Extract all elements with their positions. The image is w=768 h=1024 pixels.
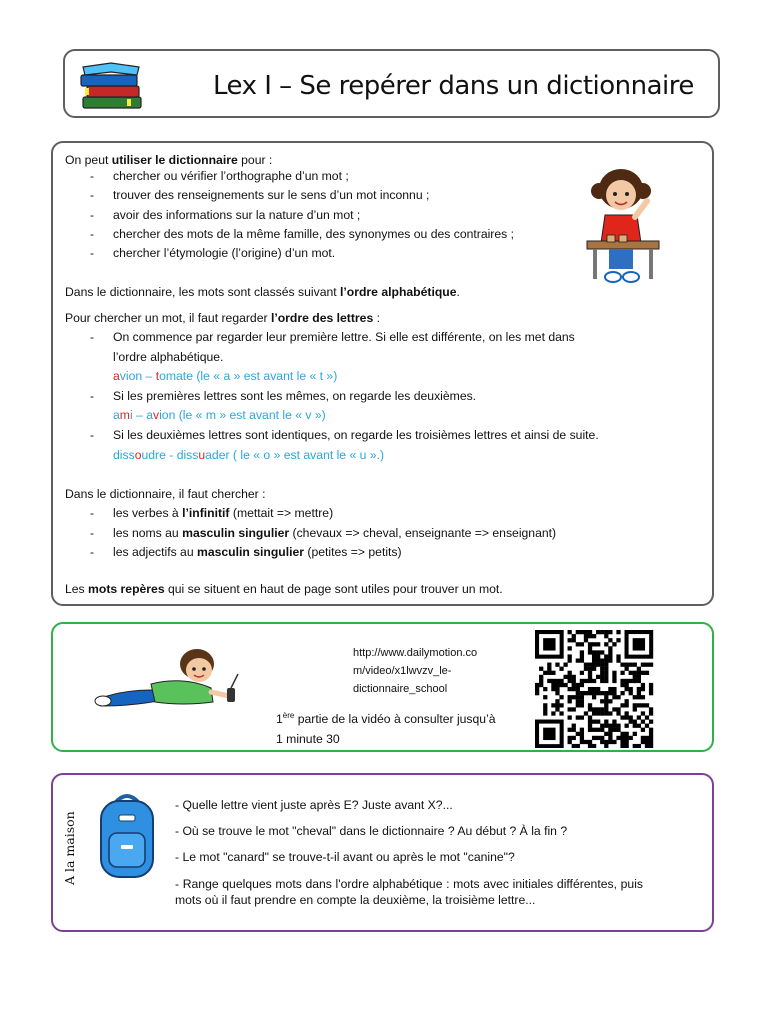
video-instructions: 1ère partie de la vidéo à consulter jusqu’à 1 minute 30 (276, 711, 496, 747)
list-dash: - (90, 246, 95, 260)
example-ami-avion: ami – avion (le « m » est avant le « v ») (113, 408, 326, 422)
rule-second-letter: Si les premières lettres sont les mêmes, on regarde les deuxièmes. (113, 389, 477, 403)
must-search-intro: Dans le dictionnaire, il faut chercher : (65, 487, 266, 501)
guide-words-sentence: Les mots repères qui se situent en haut de page sont utiles pour trouver un mot. (65, 582, 503, 596)
boy-with-remote-illustration (93, 644, 245, 714)
home-label: A la maison (62, 811, 77, 885)
list-item: les adjectifs au masculin singulier (petites => petits) (113, 545, 402, 559)
order-sentence: Dans le dictionnaire, les mots sont classés suivant l’ordre alphabétique. (65, 285, 460, 299)
example-avion-tomate: avion – tomate (le « a » est avant le « t ») (113, 369, 338, 383)
main-lesson-box (51, 141, 714, 606)
search-intro: Pour chercher un mot, il faut regarder l’ordre des lettres : (65, 311, 380, 325)
list-dash: - (90, 330, 95, 344)
list-item: chercher l’étymologie (l’origine) d’un mot. (113, 246, 336, 260)
list-dash: - (90, 428, 95, 442)
list-dash: - (90, 389, 95, 403)
home-question-3: - Le mot "canard" se trouve-t-il avant ou après le mot "canine"? (175, 850, 515, 864)
video-box (51, 622, 714, 752)
video-url[interactable]: http://www.dailymotion.co m/video/x1lwvzv_le- dictionnaire_school (353, 647, 478, 695)
books-icon (77, 61, 145, 111)
rule-first-letter: On commence par regarder leur première lettre. Si elle est différente, on les met dans (113, 330, 575, 344)
rule-third-letter: Si les deuxièmes lettres sont identiques, on regarde les troisièmes lettres et ainsi de suite. (113, 428, 599, 442)
example-dissoudre-dissuader: dissoudre - dissuader ( le « o » est avant le « u ».) (113, 448, 385, 462)
home-question-4: - Range quelques mots dans l'ordre alphabétique : mots avec initiales différentes, puis mots où il faut prendre en compte la deuxième, la troisième lettre... (175, 877, 643, 907)
home-exercises-box (51, 773, 714, 932)
list-dash: - (90, 526, 95, 540)
home-question-2: - Où se trouve le mot "cheval" dans le dictionnaire ? Au début ? À la fin ? (175, 824, 568, 838)
list-dash: - (90, 208, 95, 222)
list-dash: - (90, 545, 95, 559)
list-item: les noms au masculin singulier (chevaux => cheval, enseignante => enseignant) (113, 526, 557, 540)
rule-first-letter-cont: l’ordre alphabétique. (113, 350, 224, 364)
intro-sentence: On peut utiliser le dictionnaire pour : (65, 153, 273, 167)
girl-at-desk-illustration (585, 165, 661, 293)
list-item: les verbes à l’infinitif (mettait => mettre) (113, 506, 334, 520)
list-item: chercher ou vérifier l’orthographe d’un mot ; (113, 169, 349, 183)
list-dash: - (90, 227, 95, 241)
qr-code[interactable] (531, 630, 657, 748)
backpack-icon (95, 789, 159, 881)
list-dash: - (90, 506, 95, 520)
list-dash: - (90, 169, 95, 183)
list-item: trouver des renseignements sur le sens d’un mot inconnu ; (113, 188, 430, 202)
list-dash: - (90, 188, 95, 202)
list-item: chercher des mots de la même famille, des synonymes ou des contraires ; (113, 227, 515, 241)
page-title: Lex I – Se repérer dans un dictionnaire (213, 71, 694, 101)
home-question-1: - Quelle lettre vient juste après E? Juste avant X?... (175, 798, 453, 812)
list-item: avoir des informations sur la nature d’un mot ; (113, 208, 361, 222)
title-box (63, 49, 720, 118)
